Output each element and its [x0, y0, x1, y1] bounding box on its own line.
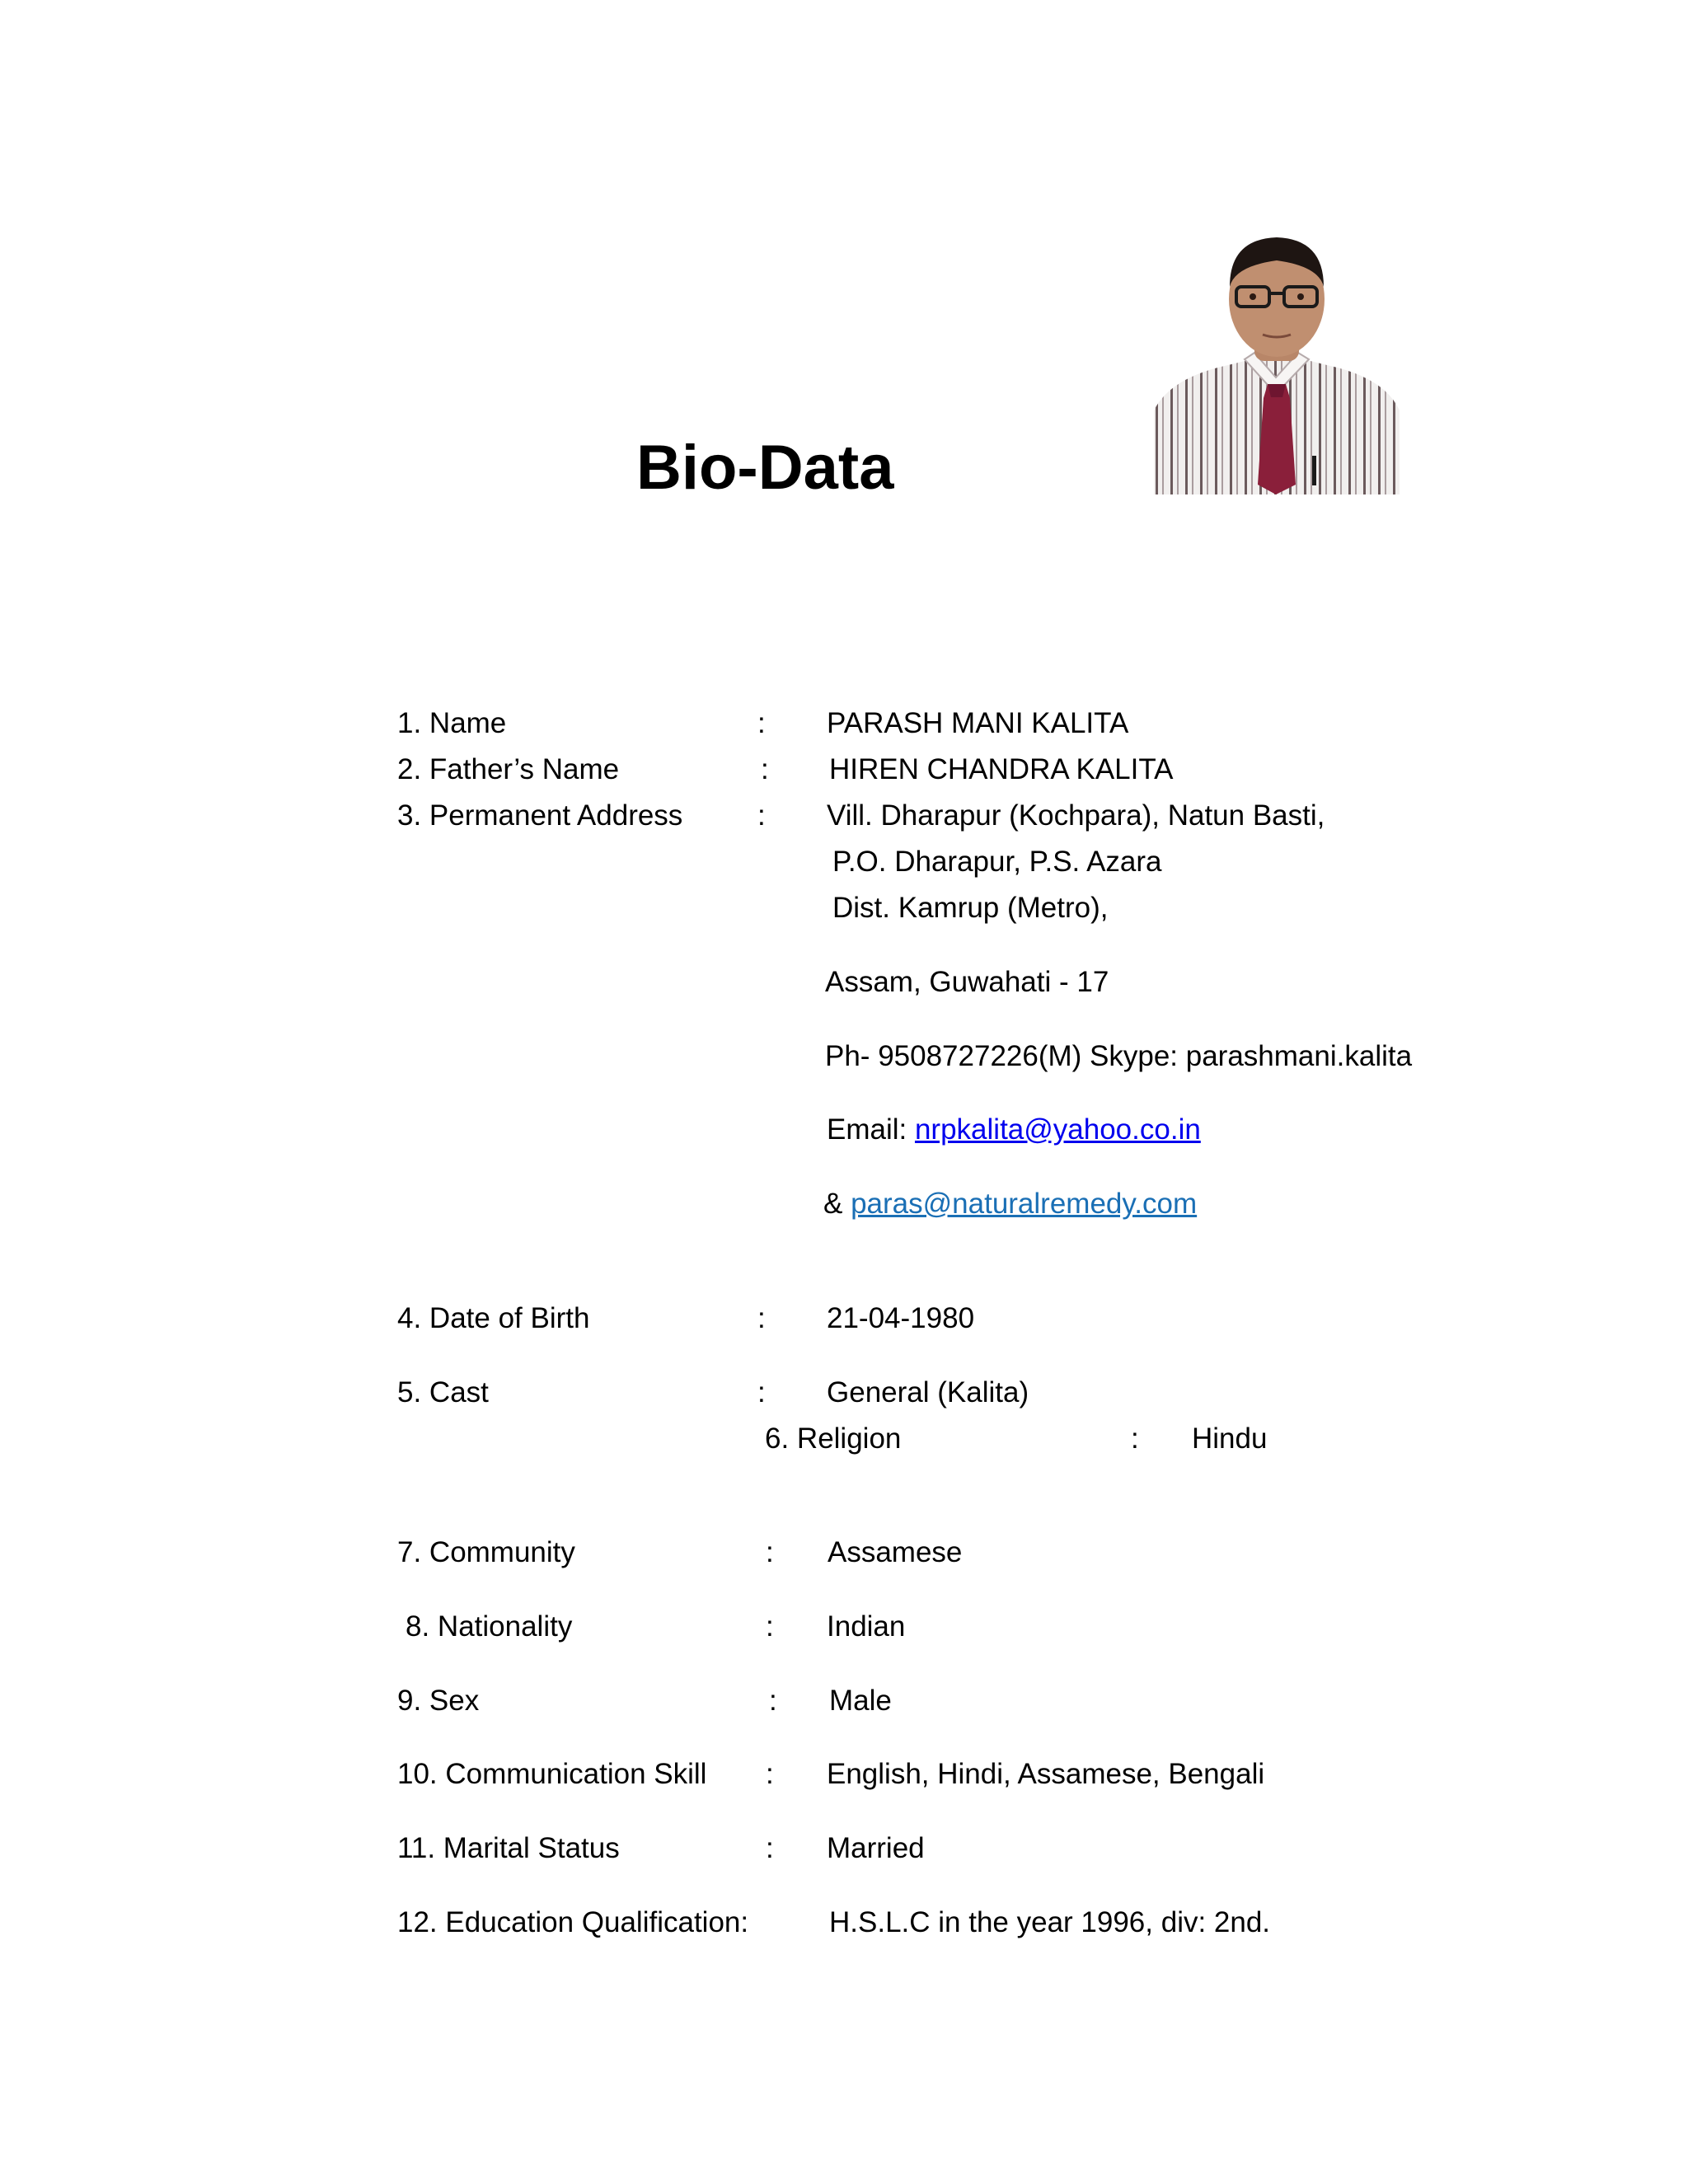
field-label-name: 1. Name: [397, 707, 507, 739]
field-label-cast: 5. Cast: [397, 1376, 489, 1408]
address-line-1: Vill. Dharapur (Kochpara), Natun Basti,: [827, 799, 1325, 832]
field-colon: :: [757, 1376, 766, 1408]
field-colon: :: [757, 1302, 766, 1334]
email-line-2: [823, 1186, 1197, 1222]
field-value-name: PARASH MANI KALITA: [827, 707, 1129, 739]
field-label-religion: 6. Religion: [765, 1422, 902, 1455]
address-line-2: P.O. Dharapur, P.S. Azara: [832, 846, 1162, 878]
field-colon: :: [1131, 1422, 1139, 1455]
field-value-nationality: Indian: [827, 1610, 906, 1643]
field-value-cast: General (Kalita): [827, 1376, 1029, 1408]
email-link-naturalremedy[interactable]: paras@naturalremedy.com: [851, 1188, 1198, 1220]
field-label-nationality: 8. Nationality: [406, 1610, 573, 1643]
page-title: Bio-Data: [636, 433, 894, 503]
field-value-sex: Male: [829, 1685, 892, 1717]
field-label-education-qualification: 12. Education Qualification:: [397, 1906, 749, 1938]
field-colon: :: [757, 707, 766, 739]
field-label-fathers-name: 2. Father’s Name: [397, 753, 620, 785]
field-colon: :: [757, 799, 766, 832]
field-colon: :: [766, 1832, 774, 1864]
field-label-marital-status: 11. Marital Status: [397, 1832, 620, 1864]
field-colon: :: [761, 753, 769, 785]
profile-photo: [1154, 221, 1400, 494]
field-value-fathers-name: HIREN CHANDRA KALITA: [829, 753, 1174, 785]
phone-line: Ph- 9508727226(M) Skype: parashmani.kalita: [825, 1040, 1413, 1072]
field-value-communication-skill: English, Hindi, Assamese, Bengali: [827, 1758, 1265, 1790]
field-value-community: Assamese: [828, 1536, 963, 1568]
field-value-date-of-birth: 21-04-1980: [827, 1302, 975, 1334]
field-value-marital-status: Married: [827, 1832, 925, 1864]
field-label-permanent-address: 3. Permanent Address: [397, 799, 683, 832]
field-label-sex: 9. Sex: [397, 1685, 480, 1717]
field-label-communication-skill: 10. Communication Skill: [397, 1758, 707, 1790]
field-colon: :: [766, 1610, 774, 1643]
field-label-community: 7. Community: [397, 1536, 575, 1568]
field-colon: :: [769, 1685, 777, 1717]
email-label: Email:: [827, 1113, 915, 1146]
address-line-3: Dist. Kamrup (Metro),: [832, 892, 1109, 924]
field-colon: :: [766, 1536, 774, 1568]
email-link-yahoo[interactable]: nrpkalita@yahoo.co.in: [914, 1113, 1201, 1146]
field-label-date-of-birth: 4. Date of Birth: [397, 1302, 590, 1334]
field-value-education-qualification: H.S.L.C in the year 1996, div: 2nd.: [829, 1906, 1271, 1938]
email-line-1: [827, 1112, 1201, 1148]
address-line-4: Assam, Guwahati - 17: [825, 966, 1109, 998]
field-colon: :: [766, 1758, 774, 1790]
field-value-religion: Hindu: [1192, 1422, 1268, 1455]
ampersand: &: [823, 1188, 851, 1220]
